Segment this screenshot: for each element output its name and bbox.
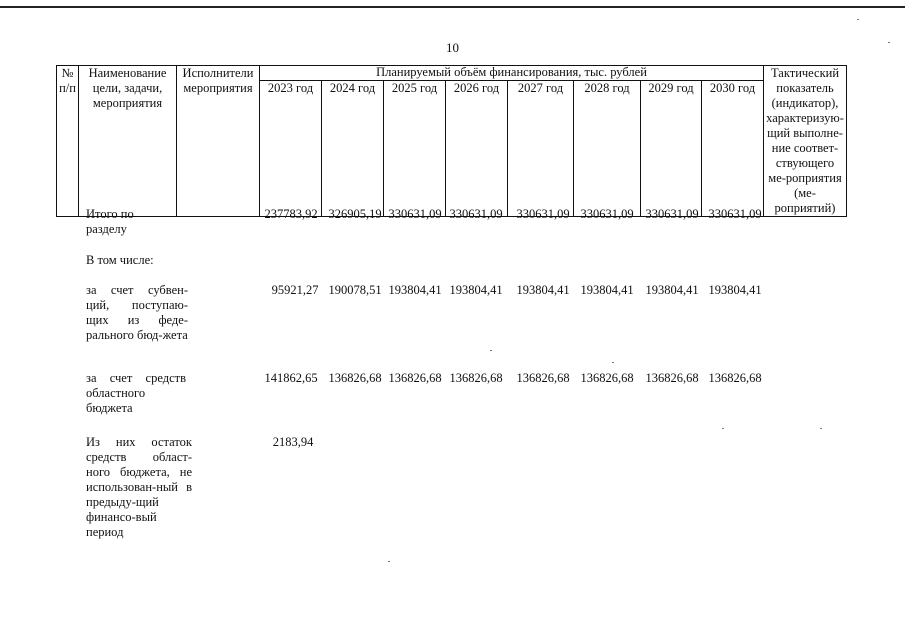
scan-speck [888,42,890,43]
value-cell: 193804,41 [708,283,762,297]
row-label: Из них остаток средств област-ного бюджета, не использован-ный в предыду-щий финансо-вый период [86,435,192,539]
row-label: за счет средств областного бюджета [86,371,186,415]
value-cell: 330631,09 [449,207,503,221]
row-label: за счет субвен-ций, поступаю-щих из феде-рального бюд-жета [86,283,188,342]
value-cell: 237783,92 [264,207,318,221]
value-cell: 193804,41 [645,283,699,297]
header-year: 2026 год [446,80,508,216]
header-year: 2030 год [702,80,764,216]
scan-speck [612,362,614,363]
value-cell: 193804,41 [449,283,503,297]
value-cell: 330631,09 [388,207,442,221]
scan-speck [857,19,859,20]
scan-speck [388,561,390,562]
value-cell: 141862,65 [264,371,318,385]
value-cell: 136826,68 [645,371,699,385]
row-label: Итого по разделу [86,207,134,236]
value-cell: 193804,41 [516,283,570,297]
header-year: 2029 год [641,80,702,216]
row-label: В том числе: [86,253,154,267]
value-cell: 190078,51 [328,283,382,297]
value-cell: 95921,27 [271,283,319,297]
value-cell: 136826,68 [580,371,634,385]
value-cell: 136826,68 [516,371,570,385]
value-cell: 136826,68 [449,371,503,385]
value-cell: 330631,09 [580,207,634,221]
header-name: Наименование цели, задачи, мероприятия [79,66,177,217]
page-number: 10 [446,40,459,55]
header-year: 2027 год [508,80,574,216]
value-cell: 193804,41 [388,283,442,297]
value-cell: 2183,94 [272,435,314,449]
value-cell: 136826,68 [388,371,442,385]
scan-speck [820,428,822,429]
header-year: 2025 год [384,80,446,216]
scan-speck [490,350,492,351]
value-cell: 193804,41 [580,283,634,297]
scan-speck [722,428,724,429]
header-funding: Планируемый объём финансирования, тыс. рублей [260,66,764,81]
value-cell: 136826,68 [708,371,762,385]
value-cell: 136826,68 [328,371,382,385]
header-indicator: Тактический показатель (индикатор), характеризую-щий выполне-ние соответ-ствующего ме-роприятия (ме-роприятий) [764,66,847,217]
header-num: № п/п [57,66,79,217]
header-year: 2024 год [322,80,384,216]
value-cell: 330631,09 [708,207,762,221]
header-year: 2028 год [574,80,641,216]
value-cell: 330631,09 [516,207,570,221]
value-cell: 326905,19 [328,207,382,221]
header-year: 2023 год [260,80,322,216]
value-cell: 330631,09 [645,207,699,221]
header-executors: Исполнители мероприятия [177,66,260,217]
